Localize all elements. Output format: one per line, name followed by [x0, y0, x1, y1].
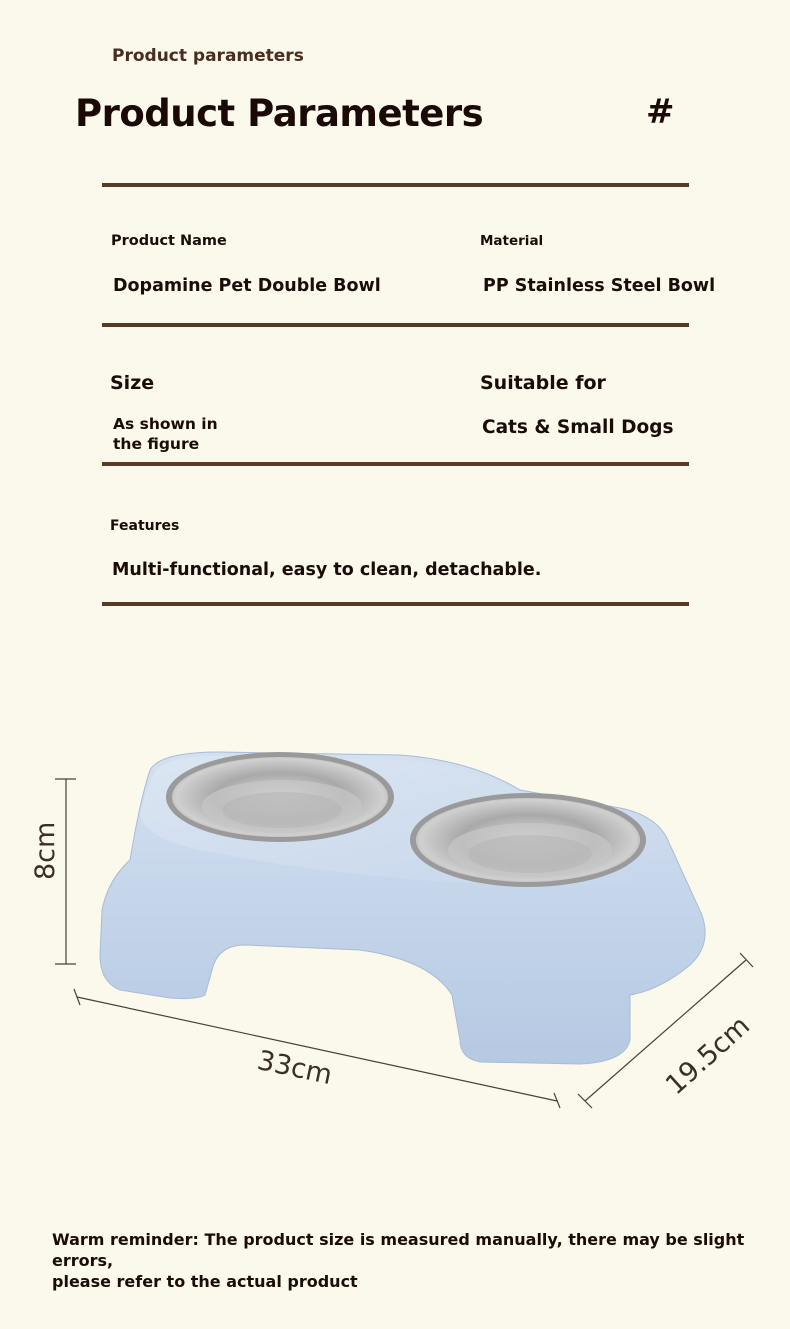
divider-top [102, 183, 689, 187]
material-value: PP Stainless Steel Bowl [483, 276, 716, 296]
height-dimension-label: 8cm [30, 821, 61, 880]
features-value: Multi-functional, easy to clean, detachable. [112, 560, 542, 580]
warm-reminder [52, 1229, 752, 1292]
warm-reminder-line1: Warm reminder: The product size is measured manually, there may be slight errors, [52, 1230, 745, 1270]
size-value-line1: As shown in [113, 415, 218, 433]
product-name-label: Product Name [111, 233, 227, 249]
divider-bottom [102, 602, 689, 606]
features-label: Features [110, 518, 180, 534]
warm-reminder-line2: please refer to the actual product [52, 1272, 358, 1291]
product-name-value: Dopamine Pet Double Bowl [113, 276, 381, 296]
page-title: Product Parameters [75, 92, 484, 135]
suitable-value: Cats & Small Dogs [482, 417, 674, 438]
section-subtitle: Product parameters [112, 46, 304, 66]
length-dimension-label: 33cm [254, 1045, 335, 1092]
suitable-label: Suitable for [480, 372, 606, 394]
divider-2 [102, 323, 689, 327]
size-label: Size [110, 372, 155, 394]
pet-bowl-illustration [0, 740, 790, 1120]
hash-mark: # [646, 92, 675, 132]
width-dimension-label: 19.5cm [660, 1010, 756, 1102]
material-label: Material [480, 233, 544, 249]
size-value-line2: the figure [113, 435, 200, 453]
divider-3 [102, 462, 689, 466]
